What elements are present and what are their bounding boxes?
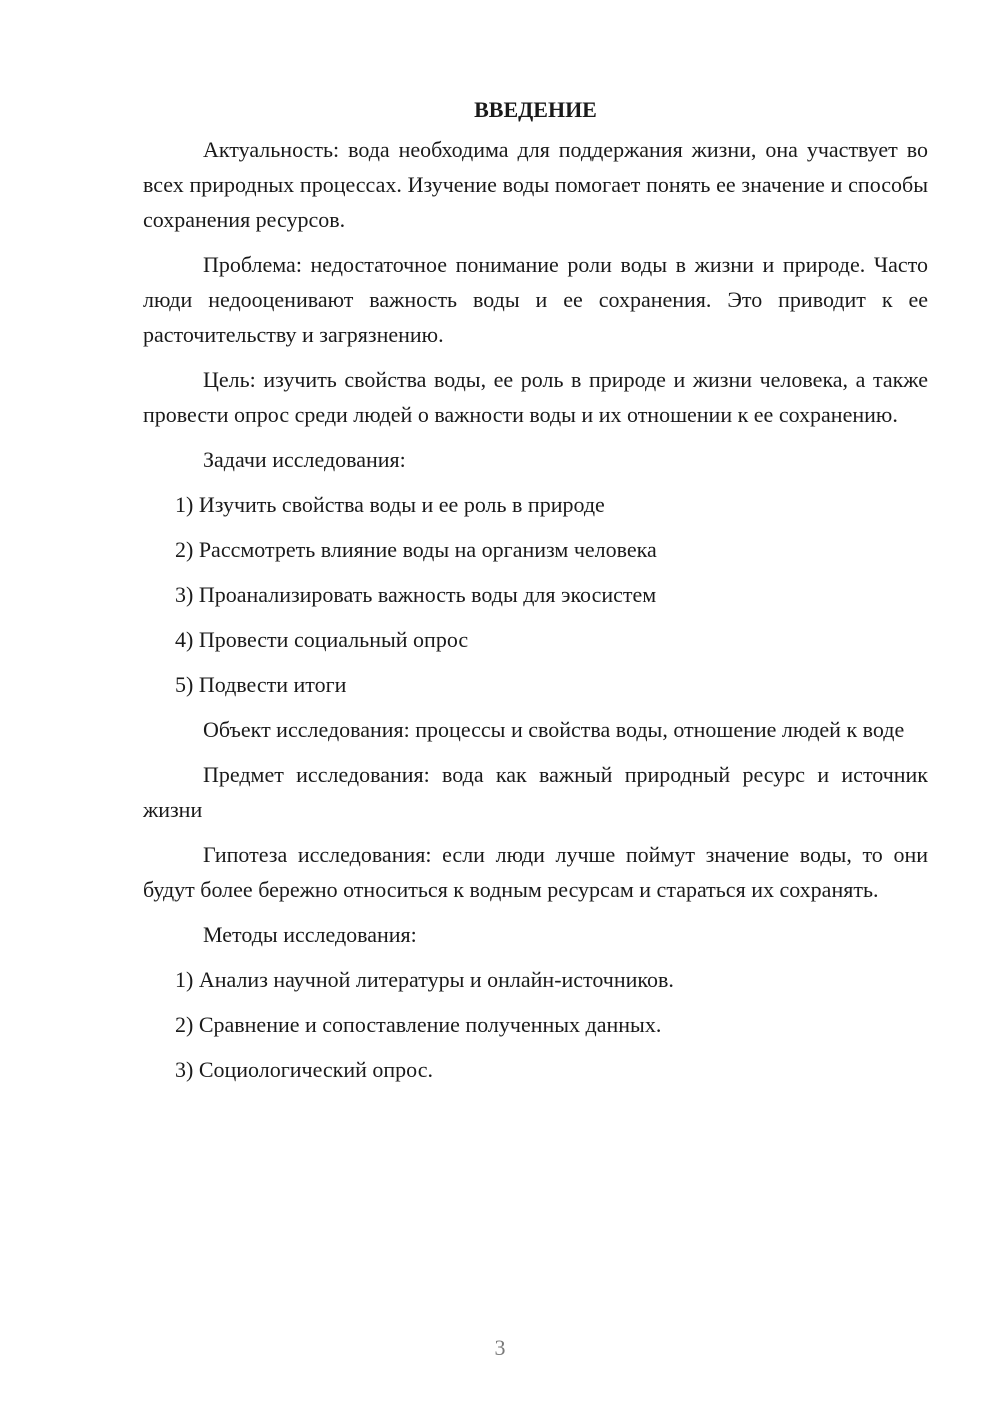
task-item: 4) Провести социальный опрос <box>175 627 469 652</box>
subject-paragraph: Предмет исследования: вода как важный природный ресурс и источник жизни <box>143 762 928 822</box>
task-item: 5) Подвести итоги <box>175 672 347 697</box>
method-item: 1) Анализ научной литературы и онлайн-источников. <box>175 967 674 992</box>
section-title: ВВЕДЕНИЕ <box>474 97 597 122</box>
task-item: 1) Изучить свойства воды и ее роль в природе <box>175 492 605 517</box>
goal-paragraph: Цель: изучить свойства воды, ее роль в природе и жизни человека, а также провести опрос среди людей о важности воды и их отношении к ее сохранению. <box>143 367 928 427</box>
problem-paragraph: Проблема: недостаточное понимание роли воды в жизни и природе. Часто люди недооценивают важность воды и ее сохранения. Это приводит к ее расточительству и загрязнению. <box>143 252 928 347</box>
methods-label: Методы исследования: <box>203 922 417 947</box>
tasks-label: Задачи исследования: <box>203 447 406 472</box>
document-page <box>143 92 928 1097</box>
method-item: 3) Социологический опрос. <box>175 1057 433 1082</box>
hypothesis-paragraph: Гипотеза исследования: если люди лучше поймут значение воды, то они будут более бережно относиться к водным ресурсам и стараться их сохранять. <box>143 842 928 902</box>
tasks-list <box>143 487 928 702</box>
object-paragraph: Объект исследования: процессы и свойства воды, отношение людей к воде <box>203 717 905 742</box>
task-item: 3) Проанализировать важность воды для экосистем <box>175 582 657 607</box>
methods-list <box>143 962 928 1087</box>
page-number: 3 <box>494 1335 506 1360</box>
task-item: 2) Рассмотреть влияние воды на организм человека <box>175 537 657 562</box>
relevance-paragraph: Актуальность: вода необходима для поддержания жизни, она участвует во всех природных процессах. Изучение воды помогает понять ее значение и способы сохранения ресурсов. <box>143 137 928 232</box>
method-item: 2) Сравнение и сопоставление полученных данных. <box>175 1012 662 1037</box>
